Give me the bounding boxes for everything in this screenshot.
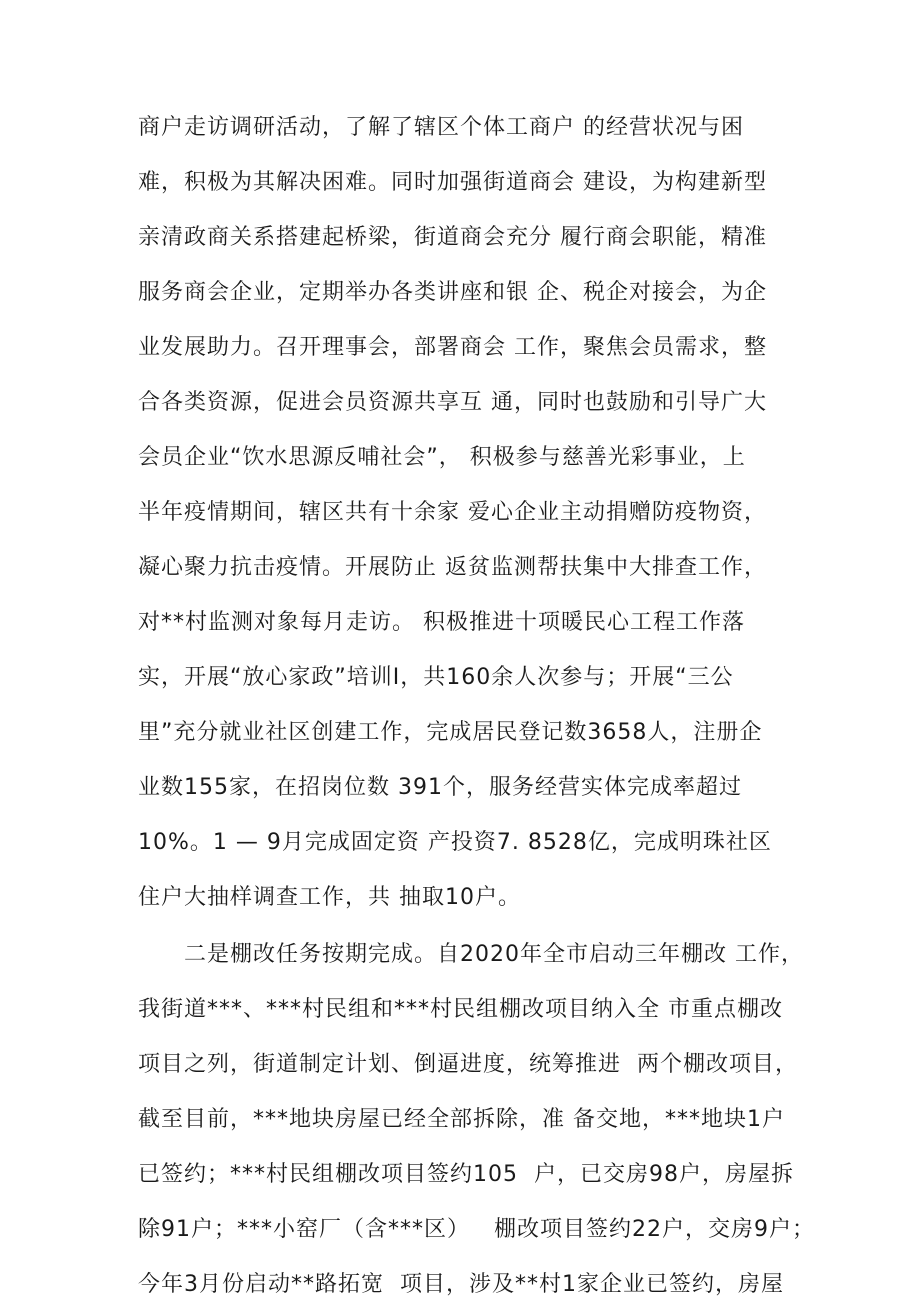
- paragraph-line-2: 难，积极为其解决困难。同时加强街道商会 建设，为构建新型: [138, 170, 767, 195]
- paragraph-line-15: 住户大抽样调查工作，共 抽取10户。: [138, 885, 521, 910]
- paragraph-line-19: 截至目前，***地块房屋已经全部拆除，准 备交地，***地块1户: [138, 1107, 785, 1132]
- paragraph-line-8: 半年疫情期间，辖区共有十余家 爱心企业主动捐赠防疫物资，: [138, 500, 767, 525]
- paragraph-line-9: 凝心聚力抗击疫情。开展防止 返贫监测帮扶集中大排查工作，: [138, 555, 767, 580]
- paragraph-line-4: 服务商会企业，定期举办各类讲座和银 企、税企对接会，为企: [138, 280, 767, 305]
- paragraph-line-1: 商户走访调研活动，了解了辖区个体工商户 的经营状况与困: [138, 115, 744, 140]
- paragraph-line-16: 二是棚改任务按期完成。自2020年全市启动三年棚改 工作，: [184, 942, 804, 967]
- paragraph-line-11: 实，开展“放心家政”培训I，共160余人次参与；开展“三公: [138, 665, 734, 690]
- paragraph-line-3: 亲清政商关系搭建起桥梁，街道商会充分 履行商会职能，精准: [138, 225, 767, 250]
- paragraph-line-17: 我街道***、***村民组和***村民组棚改项目纳入全 市重点棚改: [138, 997, 783, 1022]
- paragraph-line-10: 对**村监测对象每月走访。 积极推进十项暖民心工程工作落: [138, 610, 745, 635]
- paragraph-line-22: 今年3月份启动**路拓宽 项目，涉及**村1家企业已签约，房屋: [138, 1272, 784, 1297]
- paragraph-line-7: 会员企业“饮水思源反哺社会”， 积极参与慈善光彩事业，上: [138, 445, 746, 470]
- paragraph-line-18: 项目之列，街道制定计划、倒逼进度，统筹推进 两个棚改项目，: [138, 1052, 798, 1077]
- paragraph-line-6: 合各类资源，促进会员资源共享互 通，同时也鼓励和引导广大: [138, 390, 767, 415]
- paragraph-line-5: 业发展助力。召开理事会，部署商会 工作，聚焦会员需求，整: [138, 335, 767, 360]
- paragraph-line-12: 里”充分就业社区创建工作，完成居民登记数3658人，注册企: [138, 720, 763, 745]
- paragraph-line-21: 除91户；***小窑厂（含***区） 棚改项目签约22户，交房9户；: [138, 1217, 815, 1242]
- paragraph-line-14: 10%。1 — 9月完成固定资 产投资7. 8528亿，完成明珠社区: [138, 830, 772, 855]
- paragraph-line-13: 业数155家，在招岗位数 391个，服务经营实体完成率超过: [138, 775, 742, 800]
- paragraph-line-20: 已签约；***村民组棚改项目签约105 户，已交房98户，房屋拆: [138, 1162, 794, 1187]
